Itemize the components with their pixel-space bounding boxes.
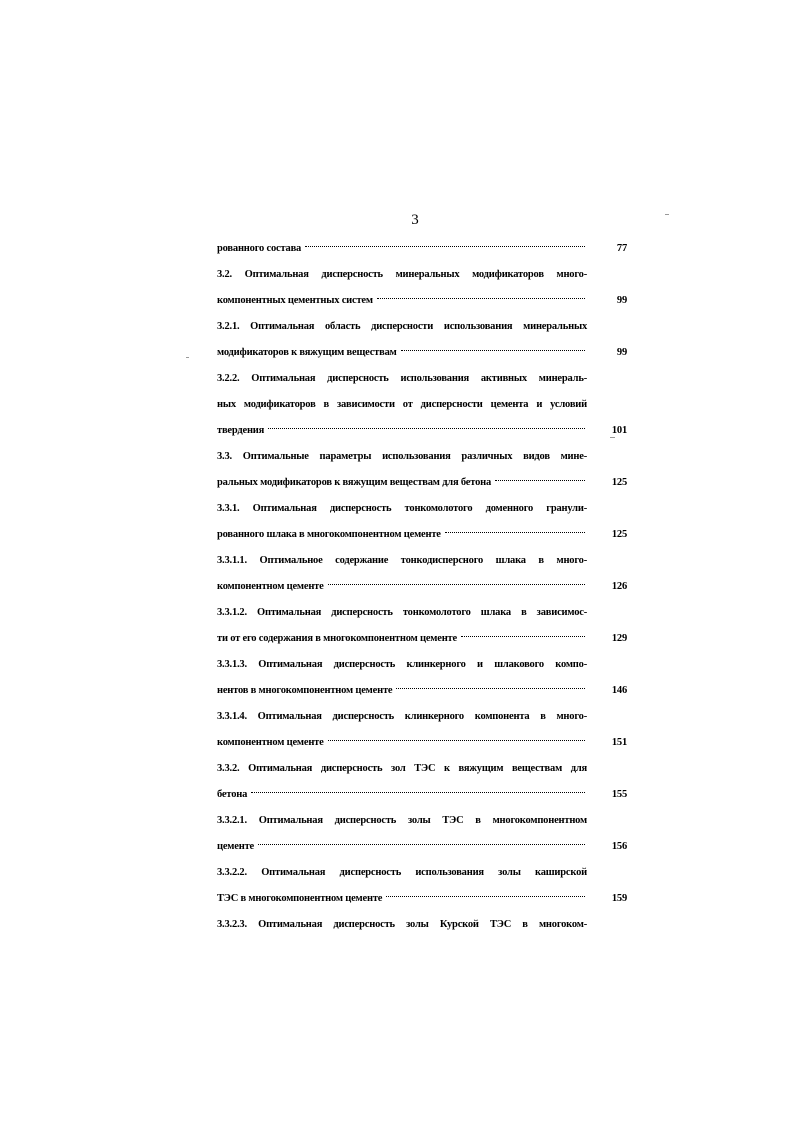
toc-entry <box>217 756 629 808</box>
toc-entry-text: 3.3.2. Оптимальная дисперсность зол ТЭС к вяжущим веществам для <box>217 763 587 774</box>
toc-entry-text: модификаторов к вяжущим веществам <box>217 347 397 358</box>
toc-entry-text: нентов в многокомпонентном цементе <box>217 685 393 696</box>
toc-page-number: 99 <box>616 295 627 306</box>
toc-entry-text: ральных модификаторов к вяжущим веществам для бетона <box>217 477 492 488</box>
toc-entry-last-line <box>217 626 629 652</box>
page-number: 3 <box>411 212 419 228</box>
toc-page-number: 156 <box>611 841 627 852</box>
toc-entry-last-line <box>217 782 629 808</box>
toc-entry <box>217 600 629 652</box>
toc-entry <box>217 808 629 860</box>
toc-entry-text: 3.2. Оптимальная дисперсность минеральных модификаторов много- <box>217 269 587 280</box>
toc-entry <box>217 444 629 496</box>
toc-entry-last-line <box>217 834 629 860</box>
toc-entry-text: рованного шлака в многокомпонентном цементе <box>217 529 441 540</box>
toc-entry-last-line <box>217 574 629 600</box>
toc-entry-text: 3.3.1.4. Оптимальная дисперсность клинкерного компонента в много- <box>217 711 587 722</box>
toc-page-number: 125 <box>611 477 627 488</box>
toc-entry <box>217 860 629 912</box>
toc-entry-text: 3.3.2.3. Оптимальная дисперсность золы Курской ТЭС в многоком- <box>217 919 587 930</box>
toc-entry-last-line <box>217 522 629 548</box>
toc-entry-text: 3.2.2. Оптимальная дисперсность использования активных минераль- <box>217 373 587 384</box>
toc-page-number: 125 <box>611 529 627 540</box>
toc-entry <box>217 912 629 938</box>
leader-dots <box>396 688 585 689</box>
toc-page-number: 101 <box>611 425 627 436</box>
toc-entry-text: компонентных цементных систем <box>217 295 373 306</box>
toc-entry-text: компонентном цементе <box>217 737 324 748</box>
leader-dots <box>495 480 585 481</box>
toc-entry <box>217 314 629 366</box>
toc-entry <box>217 366 629 444</box>
toc-entry <box>217 548 629 600</box>
toc-page-number: 155 <box>611 789 627 800</box>
leader-dots <box>461 636 585 637</box>
leader-dots <box>328 740 585 741</box>
toc-entry-last-line <box>217 288 629 314</box>
toc-entry-text: твердения <box>217 425 265 436</box>
toc-entry-last-line <box>217 236 629 262</box>
toc-entry-text: компонентном цементе <box>217 581 324 592</box>
leader-dots <box>305 246 585 247</box>
toc-entry-text: 3.2.1. Оптимальная область дисперсности использования минеральных <box>217 321 587 332</box>
toc-entry-text: 3.3.2.2. Оптимальная дисперсность использования золы каширской <box>217 867 587 878</box>
leader-dots <box>386 896 585 897</box>
toc-entry-last-line <box>217 418 629 444</box>
leader-dots <box>251 792 585 793</box>
scan-speck <box>610 437 615 438</box>
toc-entry-text: ТЭС в многокомпонентном цементе <box>217 893 383 904</box>
toc-entry-text: ти от его содержания в многокомпонентном цементе <box>217 633 457 644</box>
toc-entry-last-line <box>217 340 629 366</box>
toc-page-number: 99 <box>616 347 627 358</box>
toc-entry-text: ных модификаторов в зависимости от дисперсности цемента и условий <box>217 399 587 410</box>
scan-speck <box>665 214 669 215</box>
leader-dots <box>258 844 585 845</box>
toc-entry-last-line <box>217 470 629 496</box>
toc-page-number: 129 <box>611 633 627 644</box>
toc-entry <box>217 652 629 704</box>
scan-speck <box>186 357 189 358</box>
toc-entry <box>217 236 629 262</box>
toc-entry-text: бетона <box>217 789 248 800</box>
toc-page-number: 77 <box>616 243 627 254</box>
leader-dots <box>328 584 585 585</box>
toc-entry-text: рованного состава <box>217 243 302 254</box>
toc-entry-text: 3.3.1. Оптимальная дисперсность тонкомолотого доменного гранули- <box>217 503 587 514</box>
leader-dots <box>377 298 585 299</box>
toc-page-number: 146 <box>611 685 627 696</box>
toc-entry <box>217 704 629 756</box>
table-of-contents <box>217 236 629 938</box>
toc-page-number: 159 <box>611 893 627 904</box>
toc-entry-text: цементе <box>217 841 254 852</box>
toc-page-number: 126 <box>611 581 627 592</box>
toc-entry-text: 3.3.1.1. Оптимальное содержание тонкодисперсного шлака в много- <box>217 555 587 566</box>
leader-dots <box>268 428 585 429</box>
leader-dots <box>401 350 585 351</box>
toc-entry-last-line <box>217 678 629 704</box>
toc-entry-text: 3.3. Оптимальные параметры использования различных видов мине- <box>217 451 587 462</box>
toc-page-number: 151 <box>611 737 627 748</box>
toc-entry <box>217 262 629 314</box>
toc-entry-last-line <box>217 886 629 912</box>
toc-entry <box>217 496 629 548</box>
toc-entry-last-line <box>217 730 629 756</box>
toc-entry-text: 3.3.2.1. Оптимальная дисперсность золы ТЭС в многокомпонентном <box>217 815 587 826</box>
toc-entry-text: 3.3.1.3. Оптимальная дисперсность клинкерного и шлакового компо- <box>217 659 587 670</box>
leader-dots <box>445 532 585 533</box>
toc-entry-text: 3.3.1.2. Оптимальная дисперсность тонкомолотого шлака в зависимос- <box>217 607 587 618</box>
